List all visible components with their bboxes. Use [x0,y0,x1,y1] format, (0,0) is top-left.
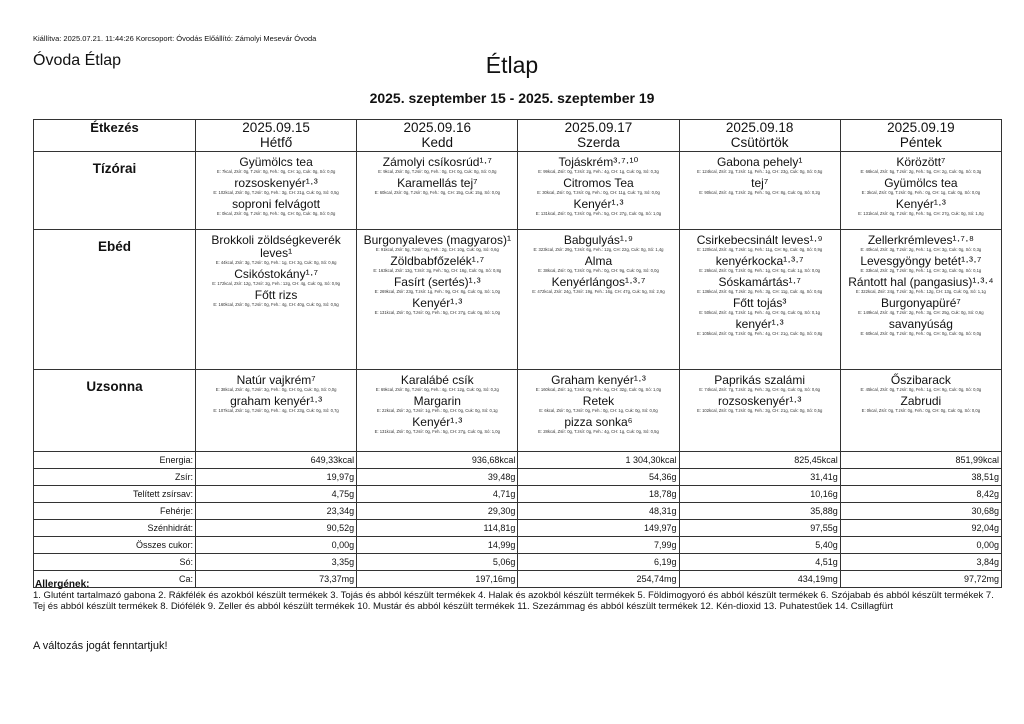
dish-nutrition: E: 323kcal, Zsír: 29g, T.zsír: 6g, Feh.: 12g, CH: 22g, Cuk: 0g, Só: 1,4g [533,247,664,252]
summary-value: 8,42g [840,486,1001,503]
summary-label: Telített zsírsav: [34,486,196,503]
summary-row [34,486,1002,503]
summary-value: 936,68kcal [357,452,518,469]
meal-day-cell [357,230,518,370]
dish-name: Retek [582,394,615,408]
dish-name: rozsoskenyér¹·³ [234,176,318,190]
allergens-title: Allergének: [35,579,90,590]
dish-nutrition: E: 124kcal, Zsír: 2g, T.zsír: 1g, Feh.: 1g, CH: 23g, Cuk: 0g, Só: 0,5g [696,169,823,174]
summary-label: Fehérje: [34,503,196,520]
dish-name: Zámolyi csíkosrúd¹·⁷ [382,155,492,169]
dish-nutrition: E: 60kcal, Zsír: 0g, T.zsír: 0g, Feh.: 0g, CH: 0g, Cuk: 0g, Só: 0,0g [860,331,982,336]
summary-row [34,554,1002,571]
summary-row [34,469,1002,486]
dish-name: Brokkoli zöldségkeverék leves¹ [211,233,341,260]
dish-nutrition: E: 0kcal, Zsír: 0g, T.zsír: 0g, Feh.: 0g, CH: 0g, Cuk: 0g, Só: 0,0g [861,408,981,413]
dish-nutrition: E: 50kcal, Zsír: 4g, T.zsír: 1g, Feh.: 4g, CH: 0g, Cuk: 0g, Só: 0,1g [699,310,821,315]
meal-day-cell [840,370,1001,452]
dish-name: Rántott hal (pangasius)¹·³·⁴ [848,275,994,289]
dish-nutrition: E: 120kcal, Zsír: 4g, T.zsír: 1g, Feh.: 11g, CH: 9g, Cuk: 0g, Só: 0,9g [697,247,823,252]
summary-value: 38,51g [840,469,1001,486]
meal-day-cell [196,152,357,230]
dish-name: Kenyér¹·³ [412,415,463,429]
day-header [518,120,679,152]
day-header [357,120,518,152]
day-name: Hétfő [259,135,293,150]
summary-value: 7,99g [518,537,679,554]
dish-nutrition: E: 102kcal, Zsír: 0g, T.zsír: 0g, Feh.: 3g, CH: 21g, Cuk: 0g, Só: 0,5g [213,190,339,195]
summary-value: 97,72mg [840,571,1001,588]
meal-day-cell [518,370,679,452]
dish-name: Kenyér¹·³ [412,296,463,310]
dish-nutrition: E: 30kcal, Zsír: 0g, T.zsír: 0g, Feh.: 0g, CH: 11g, Cuk: 7g, Só: 0,0g [537,190,660,195]
meal-day-cell [518,230,679,370]
summary-value: 4,75g [196,486,357,503]
dish-nutrition: E: 149kcal, Zsír: 4g, T.zsír: 2g, Feh.: 3g, CH: 25g, Cuk: 0g, Só: 0,6g [858,310,984,315]
summary-value: 4,71g [357,486,518,503]
summary-label: Ca: [34,571,196,588]
dish-name: kenyér¹·³ [735,317,784,331]
dish-name: Margarin [413,394,461,408]
summary-value: 31,41g [679,469,840,486]
day-name: Kedd [421,135,454,150]
dish-name: Burgonyapüré⁷ [881,296,961,310]
summary-value: 97,55g [679,520,840,537]
summary-value: 197,16mg [357,571,518,588]
dish-name: Gyümölcs tea [884,176,958,190]
page-title: Étlap [485,52,539,78]
dish-name: Burgonyaleves (magyaros)¹ [363,233,511,247]
summary-value: 4,51g [679,554,840,571]
dish-nutrition: E: 172kcal, Zsír: 12g, T.zsír: 2g, Feh.: 12g, CH: 4g, Cuk: 0g, Só: 0,9g [212,281,340,286]
summary-value: 92,04g [840,520,1001,537]
menu-table [33,119,1002,452]
dish-nutrition: E: 269kcal, Zsír: 23g, T.zsír: 1g, Feh.: 9g, CH: 8g, Cuk: 0g, Só: 1,0g [374,289,500,294]
dish-name: Karalábé csík [400,373,474,387]
dish-name: Főtt tojás³ [732,296,787,310]
dish-name: Csirkebecsinált leves¹·⁹ [696,233,823,247]
dish-nutrition: E: 69kcal, Zsír: 0g, T.zsír: 0g, Feh.: 4g, CH: 12g, Cuk: 0g, Só: 0,2g [375,387,499,392]
dish-name: savanyúság [888,317,953,331]
day-header [840,120,1001,152]
dish-name: Fasírt (sertés)¹·³ [393,275,481,289]
summary-value: 434,19mg [679,571,840,588]
summary-value: 3,84g [840,554,1001,571]
summary-value: 5,40g [679,537,840,554]
summary-row [34,537,1002,554]
dish-nutrition: E: 0kcal, Zsír: 0g, T.zsír: 0g, Feh.: 0g, CH: 0g, Cuk: 0g, Só: 0,0g [216,211,336,216]
dish-name: Natúr vajkrém⁷ [236,373,316,387]
dish-name: Kenyér¹·³ [573,197,624,211]
dish-name: Sóskamártás¹·⁷ [718,275,801,289]
dish-name: Karamellás tej⁷ [397,176,478,190]
meal-day-cell [840,230,1001,370]
summary-value: 23,34g [196,503,357,520]
dish-nutrition: E: 136kcal, Zsír: 6g, T.zsír: 2g, Feh.: 3g, CH: 11g, Cuk: 4g, Só: 0,6g [697,289,823,294]
dish-name: Főtt rizs [254,288,298,302]
meal-day-cell [196,230,357,370]
meal-day-cell [840,152,1001,230]
summary-value: 90,52g [196,520,357,537]
dish-nutrition: E: 74kcal, Zsír: 7g, T.zsír: 2g, Feh.: 3g, CH: 0g, Cuk: 0g, Só: 0,6g [699,387,821,392]
meal-day-cell [196,370,357,452]
dish-nutrition: E: 38kcal, Zsír: 0g, T.zsír: 0g, Feh.: 0g, CH: 9g, Cuk: 0g, Só: 0,0g [538,268,659,273]
dish-name: rozsoskenyér¹·³ [717,394,802,408]
meal-name: Tízórai [34,152,196,230]
day-date: 2025.09.17 [564,120,633,135]
meal-row [34,230,1002,370]
allergens-text: 1. Glutént tartalmazó gabona 2. Rákfélék és azokból készült termékek 3. Tojás és abból készült termékek 4. Halak és azokból készült termékek 5. Földimogyoró és abból készült termékek 6. Szójabab és abból készült termékek 7. Tej és abból készült termékek 8. Diófélék 9. Zeller és abból készült termékek 10. Mustár és abból készült termékek 11. Szezámmag és abból készült termékek 12. Kén-dioxid 13. Puhatestűek 14. Csillagfürt [33,590,994,612]
summary-value: 54,36g [518,469,679,486]
meal-row [34,152,1002,230]
dish-nutrition: E: 90kcal, Zsír: 4g, T.zsír: 2g, Feh.: 5g, CH: 8g, Cuk: 0g, Só: 0,2g [699,190,821,195]
dish-nutrition: E: 3kcal, Zsír: 0g, T.zsír: 0g, Feh.: 0g, CH: 1g, Cuk: 0g, Só: 0,0g [861,190,981,195]
dish-name: Gyümölcs tea [239,155,313,169]
meal-day-cell [518,152,679,230]
summary-value: 1 304,30kcal [518,452,679,469]
summary-value: 0,00g [840,537,1001,554]
dish-name: Alma [584,254,613,268]
summary-value: 29,30g [357,503,518,520]
meal-day-cell [679,230,840,370]
day-date: 2025.09.15 [242,120,310,135]
summary-value: 5,06g [357,554,518,571]
dish-name: tej⁷ [751,176,769,190]
dish-name: Zöldbabfőzelék¹·⁷ [390,254,485,268]
summary-value: 73,37mg [196,571,357,588]
meal-day-cell [357,152,518,230]
dish-name: graham kenyér¹·³ [230,394,323,408]
dish-nutrition: E: 6kcal, Zsír: 0g, T.zsír: 0g, Feh.: 0g, CH: 1g, Cuk: 0g, Só: 0,0g [539,408,658,413]
dish-nutrition: E: 160kcal, Zsír: 0g, T.zsír: 0g, Feh.: 4g, CH: 40g, Cuk: 0g, Só: 0,5g [213,302,339,307]
dish-nutrition: E: 163kcal, Zsír: 13g, T.zsír: 3g, Feh.: 5g, CH: 16g, Cuk: 0g, Só: 0,8g [373,268,502,273]
dish-nutrition: E: 45kcal, Zsír: 0g, T.zsír: 0g, Feh.: 1g, CH: 9g, Cuk: 0g, Só: 0,0g [860,387,982,392]
dish-name: Paprikás szalámi [714,373,805,387]
summary-value: 48,31g [518,503,679,520]
summary-value: 30,68g [840,503,1001,520]
dish-nutrition: E: 322kcal, Zsír: 24g, T.zsír: 3g, Feh.: 12g, CH: 13g, Cuk: 0g, Só: 1,1g [855,289,986,294]
meal-day-cell [679,152,840,230]
dish-name: Graham kenyér¹·³ [551,373,646,387]
dish-name: Zellerkrémleves¹·⁷·⁸ [867,233,974,247]
summary-value: 35,88g [679,503,840,520]
dish-name: Kenyérlángos¹·³·⁷ [551,275,646,289]
dish-nutrition: E: 22kcal, Zsír: 2g, T.zsír: 1g, Feh.: 0g, CH: 0g, Cuk: 0g, Só: 0,1g [376,408,498,413]
dish-nutrition: E: 9kcal, Zsír: 0g, T.zsír: 0g, Feh.: 0g, CH: 0g, Cuk: 0g, Só: 0,0g [378,169,497,174]
day-date: 2025.09.18 [725,120,794,135]
dish-name: Csikóstokány¹·⁷ [234,267,318,281]
summary-value: 649,33kcal [196,452,357,469]
meal-name: Uzsonna [34,370,196,452]
dish-name: Zabrudi [900,394,942,408]
nutrition-summary-table [33,451,1002,588]
day-header [679,120,840,152]
dish-nutrition: E: 131kcal, Zsír: 0g, T.zsír: 0g, Feh.: 5g, CH: 27g, Cuk: 0g, Só: 1,0g [858,211,984,216]
dish-nutrition: E: 26kcal, Zsír: 0g, T.zsír: 0g, Feh.: 1g, CH: 5g, Cuk: 1g, Só: 0,0g [699,268,821,273]
dish-name: Őszibarack [890,373,951,387]
summary-label: Összes cukor: [34,537,196,554]
day-name: Szerda [577,135,620,150]
day-name: Péntek [899,135,942,150]
dish-name: Babgulyás¹·⁹ [563,233,634,247]
summary-value: 39,48g [357,469,518,486]
dish-nutrition: E: 38kcal, Zsír: 4g, T.zsír: 3g, Feh.: 0g, CH: 0g, Cuk: 0g, Só: 0,0g [215,387,337,392]
day-date: 2025.09.16 [403,120,472,135]
day-name: Csütörtök [730,135,789,150]
dish-name: Levesgyöngy betét¹·³·⁷ [860,254,982,268]
dish-nutrition: E: 28kcal, Zsír: 0g, T.zsír: 0g, Feh.: 4g, CH: 1g, Cuk: 0g, Só: 0,5g [538,429,659,434]
summary-row [34,452,1002,469]
summary-value: 825,45kcal [679,452,840,469]
meal-name: Ebéd [34,230,196,370]
summary-value: 14,99g [357,537,518,554]
dish-nutrition: E: 33kcal, Zsír: 2g, T.zsír: 0g, Feh.: 1g, CH: 3g, Cuk: 0g, Só: 0,1g [860,268,982,273]
dish-name: Citromos Tea [563,176,634,190]
summary-value: 3,35g [196,554,357,571]
summary-value: 254,74mg [518,571,679,588]
summary-value: 851,99kcal [840,452,1001,469]
dish-nutrition: E: 7kcal, Zsír: 0g, T.zsír: 0g, Feh.: 0g, CH: 1g, Cuk: 0g, Só: 0,0g [216,169,336,174]
dish-nutrition: E: 66kcal, Zsír: 5g, T.zsír: 2g, Feh.: 5g, CH: 2g, Cuk: 0g, Só: 0,3g [860,169,982,174]
dish-nutrition: E: 107kcal, Zsír: 1g, T.zsír: 0g, Feh.: 4g, CH: 23g, Cuk: 0g, Só: 0,7g [213,408,339,413]
summary-value: 149,97g [518,520,679,537]
dish-nutrition: E: 131kcal, Zsír: 0g, T.zsír: 0g, Feh.: 5g, CH: 27g, Cuk: 0g, Só: 1,0g [374,429,500,434]
meal-row [34,370,1002,452]
brand-title: Óvoda Étlap [33,52,122,69]
change-note: A változás jogát fenntartjuk! [33,640,168,652]
summary-value: 114,81g [357,520,518,537]
dish-nutrition: E: 44kcal, Zsír: 3g, T.zsír: 0g, Feh.: 1g, CH: 3g, Cuk: 0g, Só: 0,6g [215,260,337,265]
date-range: 2025. szeptember 15 - 2025. szeptember 19 [369,90,655,106]
summary-row [34,571,1002,588]
summary-row [34,520,1002,537]
dish-nutrition: E: 40kcal, Zsír: 3g, T.zsír: 2g, Feh.: 1g, CH: 3g, Cuk: 0g, Só: 0,3g [860,247,982,252]
dish-nutrition: E: 472kcal, Zsír: 24g, T.zsír: 19g, Feh.: 16g, CH: 47g, Cuk: 5g, Só: 2,9g [532,289,665,294]
dish-nutrition: E: 91kcal, Zsír: 5g, T.zsír: 0g, Feh.: 2g, CH: 10g, Cuk: 0g, Só: 0,6g [375,247,499,252]
issue-meta: Kiállítva: 2025.07.21. 11:44:26 Korcsoport: Óvodás Előállító: Zámolyi Mesevár Óvoda [33,34,317,43]
dish-nutrition: E: 131kcal, Zsír: 0g, T.zsír: 0g, Feh.: 5g, CH: 27g, Cuk: 0g, Só: 1,0g [374,310,500,315]
meal-day-cell [357,370,518,452]
summary-value: 0,00g [196,537,357,554]
dish-name: Kenyér¹·³ [895,197,946,211]
dish-nutrition: E: 99kcal, Zsír: 0g, T.zsír: 2g, Feh.: 4g, CH: 1g, Cuk: 0g, Só: 0,3g [538,169,659,174]
summary-label: Energia: [34,452,196,469]
dish-nutrition: E: 160kcal, Zsír: 1g, T.zsír: 0g, Feh.: 6g, CH: 32g, Cuk: 0g, Só: 1,0g [535,387,662,392]
summary-label: Zsír: [34,469,196,486]
dish-name: kenyérkocka¹·³·⁷ [715,254,804,268]
summary-label: Szénhidrát: [34,520,196,537]
dish-name: Körözött⁷ [896,155,946,169]
dish-name: Gabona pehely¹ [716,155,803,169]
day-date: 2025.09.19 [887,120,955,135]
summary-value: 18,78g [518,486,679,503]
dish-name: pizza sonka⁶ [564,415,633,429]
summary-label: Só: [34,554,196,571]
meal-column-header: Étkezés [34,120,196,152]
meal-day-cell [679,370,840,452]
dish-nutrition: E: 105kcal, Zsír: 0g, T.zsír: 0g, Feh.: 4g, CH: 21g, Cuk: 0g, Só: 0,8g [696,331,823,336]
dish-nutrition: E: 131kcal, Zsír: 0g, T.zsír: 0g, Feh.: 5g, CH: 27g, Cuk: 0g, Só: 1,0g [535,211,662,216]
summary-value: 19,97g [196,469,357,486]
dish-nutrition: E: 102kcal, Zsír: 0g, T.zsír: 0g, Feh.: 3g, CH: 21g, Cuk: 0g, Só: 0,5g [696,408,823,413]
dish-name: Tojáskrém³·⁷·¹⁰ [558,155,639,169]
dish-name: soproni felvágott [232,197,321,211]
day-header [196,120,357,152]
summary-value: 6,19g [518,554,679,571]
summary-value: 10,16g [679,486,840,503]
summary-row [34,503,1002,520]
dish-nutrition: E: 60kcal, Zsír: 0g, T.zsír: 0g, Feh.: 0g, CH: 15g, Cuk: 15g, Só: 0,0g [374,190,500,195]
